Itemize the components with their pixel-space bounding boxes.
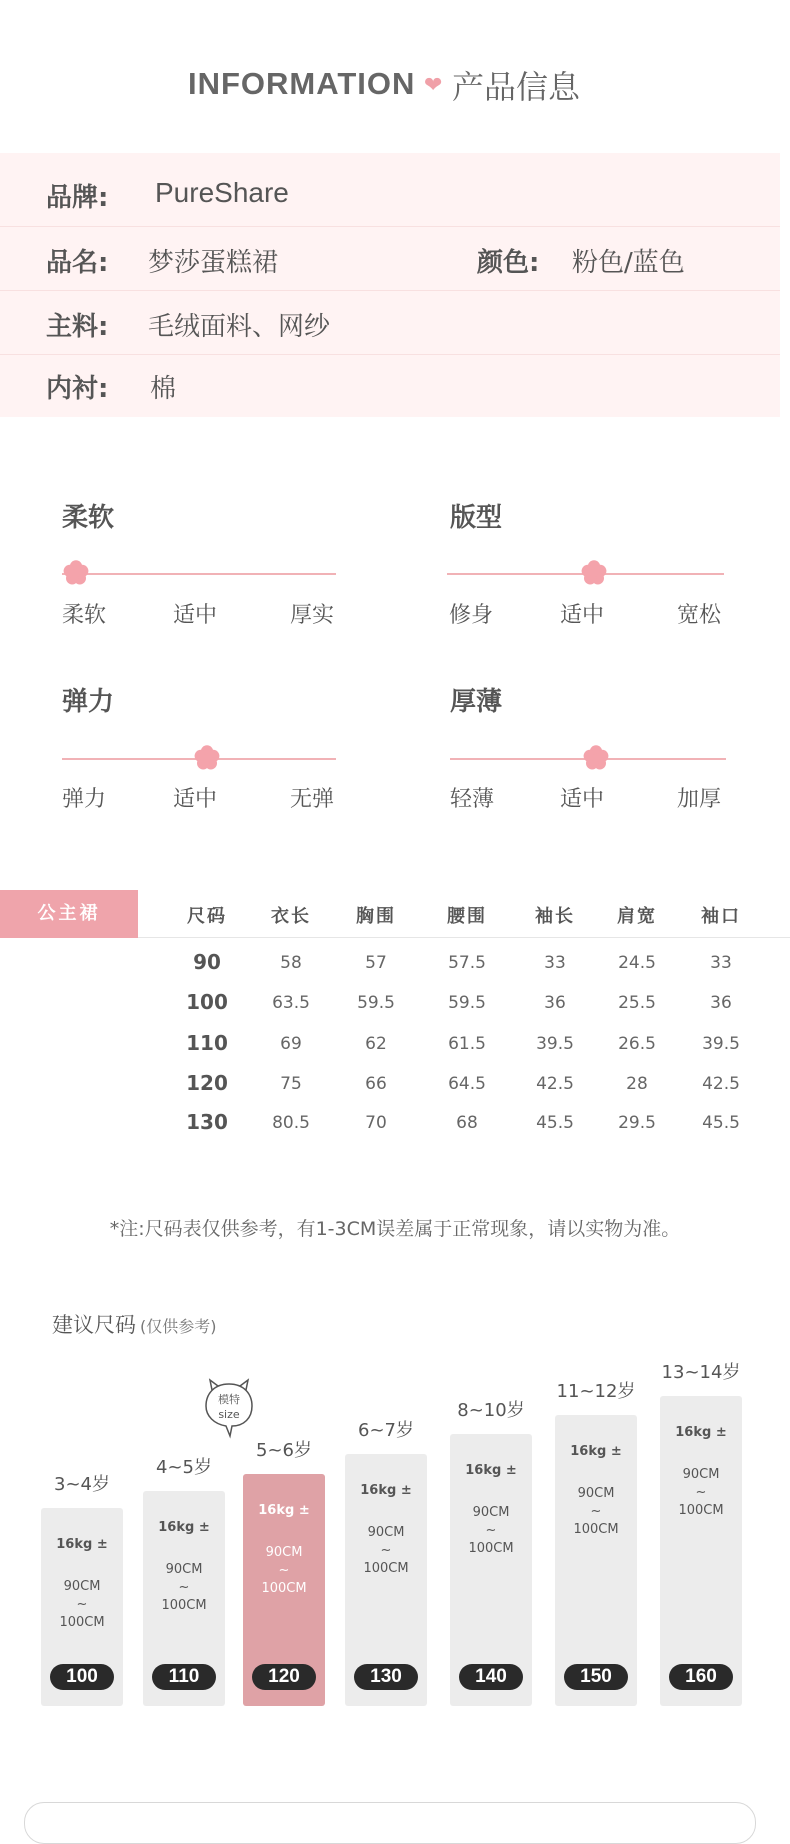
model-badge-text-1: 模特 xyxy=(218,1393,240,1406)
flower-knob-icon xyxy=(582,744,610,772)
product-info-panel xyxy=(0,153,780,417)
info-row-brand xyxy=(0,153,780,227)
size-cell: 90 xyxy=(193,950,221,974)
card-size-pill: 160 xyxy=(669,1664,733,1690)
measure-cell: 45.5 xyxy=(702,1113,740,1133)
measure-cell: 62 xyxy=(365,1034,387,1054)
suggestion-title-text: 建议尺码 xyxy=(52,1313,136,1337)
size-card xyxy=(41,1508,123,1706)
header-title-en: INFORMATION xyxy=(188,66,416,101)
card-age: 8~10岁 xyxy=(457,1400,525,1421)
card-size-pill: 130 xyxy=(354,1664,418,1690)
measure-cell: 25.5 xyxy=(618,993,656,1013)
card-age: 5~6岁 xyxy=(256,1440,312,1461)
color-label: 颜色: xyxy=(477,248,540,278)
card-size-pill: 110 xyxy=(152,1664,216,1690)
table-header-cell: 袖口 xyxy=(701,906,741,927)
table-tag: 公主裙 xyxy=(0,890,138,938)
measure-cell: 70 xyxy=(365,1113,387,1133)
card-size-pill: 150 xyxy=(564,1664,628,1690)
measure-cell: 42.5 xyxy=(536,1074,574,1094)
measure-cell: 80.5 xyxy=(272,1113,310,1133)
model-size-badge-icon xyxy=(204,1378,254,1440)
card-size-pill: 140 xyxy=(459,1664,523,1690)
table-header-cell: 肩宽 xyxy=(617,906,657,927)
card-age: 4~5岁 xyxy=(156,1457,212,1478)
measure-cell: 59.5 xyxy=(448,993,486,1013)
slider-title: 厚薄 xyxy=(450,687,503,717)
brand-value: PureShare xyxy=(155,177,289,208)
color-value: 粉色/蓝色 xyxy=(572,248,685,278)
measure-cell: 57 xyxy=(365,953,387,973)
card-weight: 16kg ± xyxy=(158,1520,210,1535)
measure-cell: 61.5 xyxy=(448,1034,486,1054)
suggestion-subtitle: (仅供参考) xyxy=(140,1317,217,1336)
table-header-cell: 胸围 xyxy=(356,906,396,927)
measure-cell: 33 xyxy=(544,953,566,973)
measure-cell: 68 xyxy=(456,1113,478,1133)
measure-cell: 36 xyxy=(544,993,566,1013)
slider-label-left: 柔软 xyxy=(62,603,107,628)
table-header-cell: 尺码 xyxy=(187,906,227,927)
card-height-line: ~ xyxy=(485,1523,497,1538)
size-note: *注:尺码表仅供参考，有1-3CM误差属于正常现象，请以实物为准。 xyxy=(109,1218,681,1240)
table-header-cell: 腰围 xyxy=(447,906,487,927)
flower-knob-icon xyxy=(62,559,90,587)
size-card xyxy=(345,1454,427,1706)
name-value: 梦莎蛋糕裙 xyxy=(148,248,279,278)
info-row-material xyxy=(0,290,780,355)
size-cell: 100 xyxy=(186,990,228,1014)
measure-cell: 28 xyxy=(626,1074,648,1094)
measure-cell: 24.5 xyxy=(618,953,656,973)
brand-label: 品牌: xyxy=(46,183,109,213)
slider-title: 弹力 xyxy=(62,687,115,717)
card-weight: 16kg ± xyxy=(258,1503,310,1518)
slider-label-right: 加厚 xyxy=(677,787,722,812)
slider-label-mid: 适中 xyxy=(560,787,605,812)
card-age: 13~14岁 xyxy=(661,1362,741,1383)
measure-cell: 45.5 xyxy=(536,1113,574,1133)
card-height-line: 100CM xyxy=(573,1522,619,1537)
slider-label-left: 弹力 xyxy=(62,787,107,812)
size-card xyxy=(143,1491,225,1706)
card-weight: 16kg ± xyxy=(465,1463,517,1478)
table-header-cell: 衣长 xyxy=(271,906,311,927)
card-height-line: 90CM xyxy=(577,1486,615,1501)
table-divider xyxy=(138,937,790,938)
card-age: 6~7岁 xyxy=(358,1420,414,1441)
slider-title: 版型 xyxy=(450,503,503,533)
card-weight: 16kg ± xyxy=(675,1425,727,1440)
measure-cell: 64.5 xyxy=(448,1074,486,1094)
info-row-lining xyxy=(0,354,780,416)
flower-knob-icon xyxy=(580,559,608,587)
measure-cell: 57.5 xyxy=(448,953,486,973)
card-height-line: 90CM xyxy=(63,1579,101,1594)
slider-track xyxy=(62,573,336,575)
slider-title: 柔软 xyxy=(62,503,115,533)
heart-icon: ❤ xyxy=(424,73,443,98)
size-cell: 110 xyxy=(186,1031,228,1055)
measure-cell: 66 xyxy=(365,1074,387,1094)
measure-cell: 58 xyxy=(280,953,302,973)
slider-label-mid: 适中 xyxy=(173,787,218,812)
info-row-name-color xyxy=(0,226,780,291)
card-height-line: ~ xyxy=(380,1543,392,1558)
slider-label-right: 厚实 xyxy=(290,603,335,628)
card-height-line: 100CM xyxy=(59,1615,105,1630)
flower-knob-icon xyxy=(193,744,221,772)
card-height-line: 90CM xyxy=(165,1562,203,1577)
slider-label-left: 修身 xyxy=(449,603,494,628)
card-height-line: 100CM xyxy=(678,1503,724,1518)
card-size-pill: 120 xyxy=(252,1664,316,1690)
measure-cell: 63.5 xyxy=(272,993,310,1013)
card-weight: 16kg ± xyxy=(570,1444,622,1459)
card-height-line: ~ xyxy=(695,1485,707,1500)
card-height-line: ~ xyxy=(278,1563,290,1578)
size-card xyxy=(555,1415,637,1706)
measure-cell: 69 xyxy=(280,1034,302,1054)
card-height-line: ~ xyxy=(76,1597,88,1612)
size-cell: 120 xyxy=(186,1071,228,1095)
card-height-line: ~ xyxy=(178,1580,190,1595)
size-cell: 130 xyxy=(186,1110,228,1134)
measure-cell: 26.5 xyxy=(618,1034,656,1054)
suggestion-title xyxy=(52,1309,217,1339)
section-header xyxy=(0,58,790,108)
table-header-cell: 袖长 xyxy=(535,906,575,927)
model-badge-text-2: size xyxy=(218,1408,240,1421)
measure-cell: 36 xyxy=(710,993,732,1013)
measure-cell: 75 xyxy=(280,1074,302,1094)
card-age: 3~4岁 xyxy=(54,1474,110,1495)
size-card xyxy=(660,1396,742,1706)
measure-cell: 59.5 xyxy=(357,993,395,1013)
material-label: 主料: xyxy=(46,312,109,342)
measure-cell: 29.5 xyxy=(618,1113,656,1133)
slider-label-right: 无弹 xyxy=(290,787,335,812)
card-weight: 16kg ± xyxy=(56,1537,108,1552)
card-height-line: 90CM xyxy=(265,1545,303,1560)
material-value: 毛绒面料、网纱 xyxy=(148,312,331,342)
card-height-line: 100CM xyxy=(363,1561,409,1576)
card-height-line: 100CM xyxy=(261,1581,307,1596)
slider-label-mid: 适中 xyxy=(560,603,605,628)
name-label: 品名: xyxy=(46,248,109,278)
card-height-line: 100CM xyxy=(161,1598,207,1613)
measure-cell: 39.5 xyxy=(536,1034,574,1054)
card-height-line: ~ xyxy=(590,1504,602,1519)
header-title-cn: 产品信息 xyxy=(452,68,581,106)
card-size-pill: 100 xyxy=(50,1664,114,1690)
size-card xyxy=(243,1474,325,1706)
measure-cell: 42.5 xyxy=(702,1074,740,1094)
card-height-line: 100CM xyxy=(468,1541,514,1556)
card-height-line: 90CM xyxy=(682,1467,720,1482)
lining-value: 棉 xyxy=(150,374,177,404)
slider-label-left: 轻薄 xyxy=(450,787,495,812)
card-height-line: 90CM xyxy=(472,1505,510,1520)
card-height-line: 90CM xyxy=(367,1525,405,1540)
slider-label-right: 宽松 xyxy=(677,603,722,628)
size-card xyxy=(450,1434,532,1706)
bottom-frame xyxy=(24,1802,756,1844)
card-age: 11~12岁 xyxy=(556,1381,636,1402)
measure-cell: 33 xyxy=(710,953,732,973)
lining-label: 内衬: xyxy=(46,374,109,404)
measure-cell: 39.5 xyxy=(702,1034,740,1054)
card-weight: 16kg ± xyxy=(360,1483,412,1498)
slider-label-mid: 适中 xyxy=(173,603,218,628)
